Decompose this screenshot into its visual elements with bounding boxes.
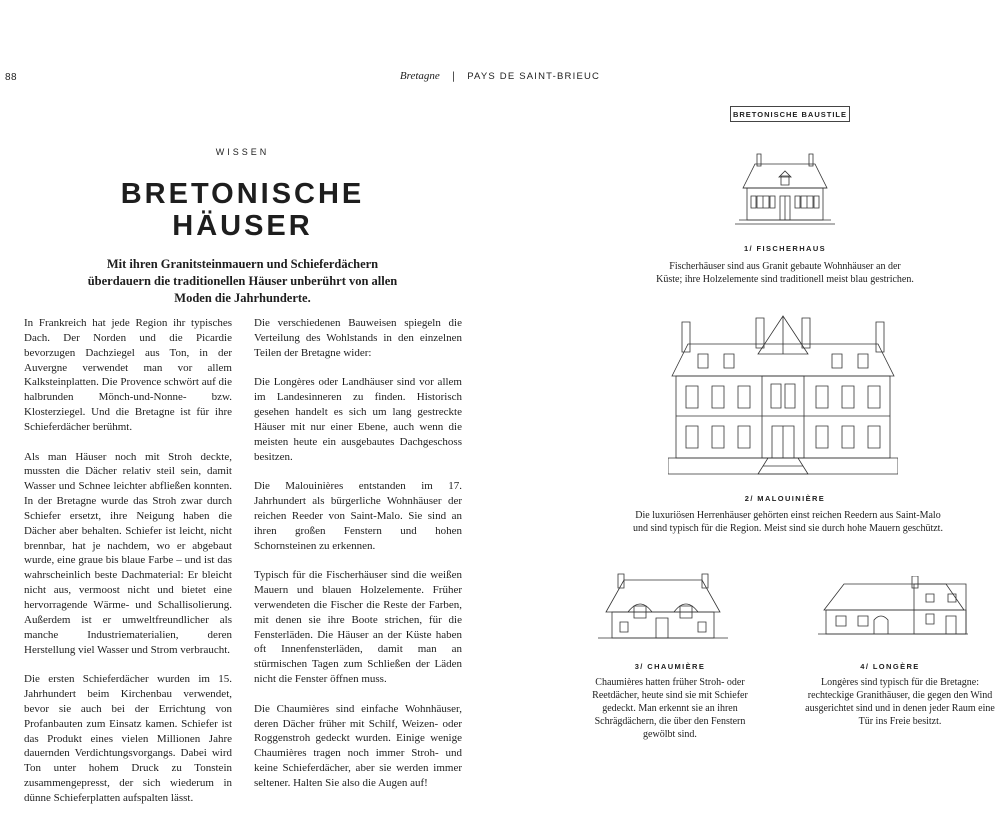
body-column-2	[254, 316, 462, 806]
page-number: 88	[5, 72, 18, 83]
caption-text-longere: Longères sind typisch für die Bretagne: rechteckige Granithäuser, die gegen den Wind ausgerichtet sind und in denen jeder Raum eine Tür ins Freie besitzt.	[805, 677, 995, 727]
caption-text-chaumiere: Chaumières hatten früher Stroh- oder Reetdächer, heute sind sie mit Schiefer gedeckt. Man erkennt sie an ihren Schrägdächern, die über den Fenstern gewölbt sind.	[592, 677, 748, 740]
body-paragraph: Die Malouinières entstanden im 17. Jahrhundert als bürgerliche Wohnhäuser der reichen Reeder von Saint-Malo. Sie sind an ihren großen Fenstern und hohen Schornsteinen zu erkennen.	[254, 480, 462, 552]
chaumiere-illustration	[598, 570, 728, 645]
article-headline	[60, 178, 425, 242]
body-paragraph: Die verschiedenen Bauweisen spiegeln die Verteilung des Wohlstands in den einzelnen Teilen der Bretagne wider:	[254, 317, 462, 359]
caption-title-fischerhaus: 1/ FISCHERHAUS	[743, 244, 827, 253]
headline-line-1: BRETONISCHE	[120, 178, 365, 210]
fischerhaus-illustration	[735, 152, 835, 228]
sidebar-badge: BRETONISCHE BAUSTILE	[730, 106, 850, 122]
caption-text-fischerhaus: Fischerhäuser sind aus Granit gebaute Wohnhäuser an der Küste; ihre Holzelemente sind traditionell meist blau gestrichen.	[656, 261, 914, 285]
headline-line-2: HÄUSER	[172, 210, 313, 242]
body-paragraph: Die ersten Schieferdächer wurden im 15. Jahrhundert beim Kirchenbau verwendet, bevor sie auch bei der Errichtung von Profanbauten zum Einsatz kamen. Schiefer ist das Produkt eines vielen Millionen Jahre dauernden Verdichtungsvorgangs. Dabei wird Ton unter hohem Druck zu Tonstein zusammengepresst, der sich wiederum in dünne Schieferplatten aufspalten lässt.	[24, 673, 232, 804]
section-kicker: WISSEN	[215, 147, 270, 157]
malouiniere-illustration	[668, 314, 898, 484]
caption-title-malouiniere: 2/ MALOUINIÈRE	[744, 494, 826, 503]
body-paragraph: Typisch für die Fischerhäuser sind die weißen Mauern und blauen Holzelemente. Früher verwendeten die Fischer die Reste der Farben, mit denen sie ihre Boote strichen, für die Fensterläden. Die Häuser an der Küste haben oft Innenfensterläden, damit man an stürmischen Tagen zum Schließen der Läden nicht die Fenster öffnen muss.	[254, 569, 462, 686]
caption-title-chaumiere: 3/ CHAUMIÈRE	[634, 662, 706, 671]
running-header	[300, 70, 700, 82]
caption-title-longere: 4/ LONGÈRE	[860, 662, 920, 671]
header-separator: |	[451, 71, 456, 82]
book-title: Bretagne	[399, 70, 440, 82]
body-paragraph: In Frankreich hat jede Region ihr typisches Dach. Der Norden und die Picardie bevorzugen Dachziegel aus Ton, in der Auvergne verwendet man vor allem Kalksteinplatten. Die Provence schwört auf die halbrunden Mönch-und-Nonne- bzw. Klosterziegel. Und die Bretagne ist für ihre Schieferdächer berühmt.	[24, 317, 232, 433]
caption-text-malouiniere: Die luxuriösen Herrenhäuser gehörten einst reichen Reedern aus Saint-Malo und sind typisch für die Region. Meist sind sie durch hohe Mauern geschützt.	[633, 510, 943, 534]
body-column-1	[24, 316, 232, 821]
longere-illustration	[818, 576, 968, 641]
body-paragraph: Die Longères oder Landhäuser sind vor allem im Landesinneren zu finden. Historisch gesehen handelt es sich um lang gestreckte Häuser mit nur einer Ebene, auch wenn die meisten heute ein ausgebautes Dachgeschoss besitzen.	[254, 376, 462, 463]
body-paragraph: Die Chaumières sind einfache Wohnhäuser, deren Dächer früher mit Schilf, Weizen- oder Roggenstroh gedeckt wurden. Einige wenige Chaumières tragen noch immer Stroh- und keine Schieferdächer, aber sie werden immer seltener. Halten Sie also die Augen auf!	[254, 702, 462, 789]
region-name: PAYS DE SAINT-BRIEUC	[467, 71, 601, 82]
body-paragraph: Als man Häuser noch mit Stroh deckte, mussten die Dächer relativ steil sein, damit Wasser und Schnee leichter abfließen konnten. In der Bretagne wurde das Stroh zwar durch Schiefer ersetzt, ihre Neigung haben die Dächer aber behalten. Schiefer ist leicht, nicht brennbar, hat je nachdem, wo er abgebaut wurde, eine graue bis blaue Farbe – und ist das wahrscheinlich beste Dachmaterial: Er bleicht nicht aus, vermoost nicht und bietet eine hervorragende Wärme- und Schallisolierung. Außerdem ist er umweltfreundlicher als manche Industriematerialien, deren Herstellung viel Wasser und Strom verbraucht.	[24, 450, 232, 656]
article-lead: Mit ihren Granitsteinmauern und Schieferdächern überdauern die traditionellen Häuser unberührt von allen Moden die Jahrhunderte.	[87, 257, 398, 305]
